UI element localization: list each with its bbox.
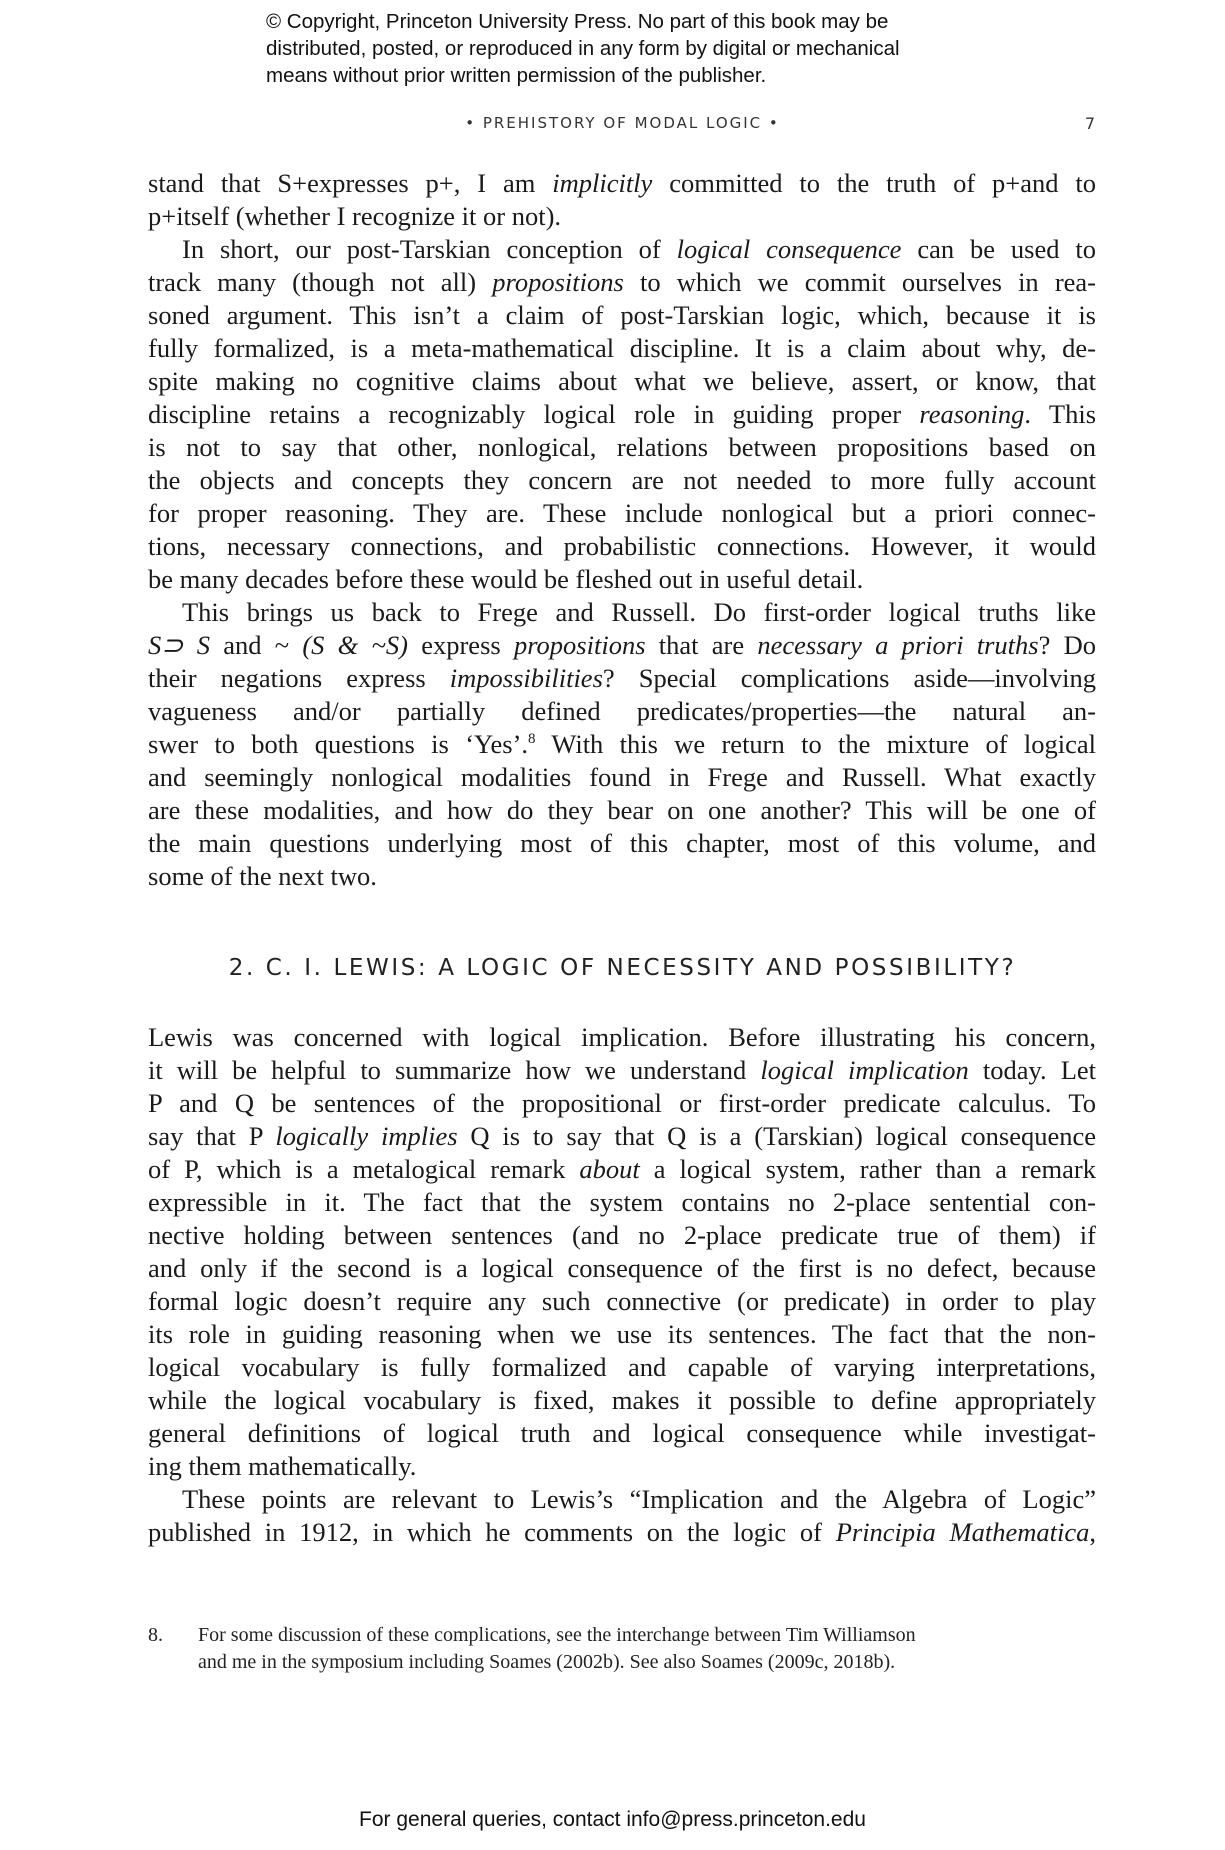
italic-text: Principia Mathematica <box>835 1517 1090 1547</box>
italic-text: (S & ~S) <box>302 630 408 660</box>
text-line <box>148 827 1096 860</box>
text-span: can be used to <box>901 234 1096 264</box>
text-span: Q is to say that Q is a (Tarskian) logical consequence <box>457 1121 1096 1151</box>
text-span: ? Special complications aside—involving <box>602 663 1096 693</box>
italic-text: implicitly <box>552 168 653 198</box>
text-line <box>148 365 1096 398</box>
text-line <box>148 596 1096 629</box>
text-line <box>148 1087 1096 1120</box>
text-line <box>148 233 1096 266</box>
text-line <box>148 464 1096 497</box>
text-line <box>148 1351 1096 1384</box>
footnote-text <box>198 1622 1096 1676</box>
text-line <box>148 1516 1096 1549</box>
text-span: discipline retains a recognizably logical role in guiding proper <box>148 399 920 429</box>
footnote-ref: 8 <box>528 731 536 747</box>
italic-text: reasoning <box>919 399 1025 429</box>
copyright-line: distributed, posted, or reproduced in any form by digital or mechanical <box>266 37 900 60</box>
text-line <box>148 1021 1096 1054</box>
section-heading: 2. C. I. LEWIS: A LOGIC OF NECESSITY AND POSSIBILITY? <box>228 955 1017 981</box>
text-span: In short, our post-Tarskian conception of <box>182 234 677 264</box>
text-line <box>148 629 1096 662</box>
text-span: and seemingly nonlogical modalities found in Frege and Russell. What exactly <box>148 762 1096 792</box>
text-span: of P, which is a metalogical remark <box>148 1154 580 1184</box>
text-span: its role in guiding reasoning when we use its sentences. The fact that the non- <box>148 1319 1096 1349</box>
text-line <box>148 530 1096 563</box>
text-span: to which we commit ourselves in rea- <box>623 267 1097 297</box>
text-span: , <box>1089 1517 1096 1547</box>
text-span: general definitions of logical truth and logical consequence while investigat- <box>148 1418 1096 1448</box>
footnote-number: 8. <box>148 1624 163 1646</box>
text-span: logical vocabulary is fully formalized and capable of varying interpretations, <box>148 1352 1096 1382</box>
text-span: while the logical vocabulary is fixed, makes it possible to define appropriately <box>148 1385 1096 1415</box>
text-line <box>148 728 1096 761</box>
text-span: today. Let <box>968 1055 1097 1085</box>
text-line <box>148 1450 1096 1483</box>
text-span: ing them mathematically. <box>148 1451 417 1481</box>
italic-text: impossibilities <box>449 663 603 693</box>
text-span: a logical system, rather than a remark <box>639 1154 1096 1184</box>
text-span: swer to both questions is ‘Yes’. <box>148 729 529 759</box>
italic-text: propositions <box>513 630 646 660</box>
text-span: . This <box>1024 399 1097 429</box>
footnote-line: For some discussion of these complications, see the interchange between Tim Williamson <box>198 1624 916 1646</box>
text-line <box>148 1186 1096 1219</box>
text-line <box>148 1285 1096 1318</box>
text-line <box>148 1120 1096 1153</box>
page-number: 7 <box>1084 114 1095 133</box>
text-span: the main questions underlying most of this chapter, most of this volume, and <box>148 828 1096 858</box>
text-line <box>148 167 1096 200</box>
text-span: soned argument. This isn’t a claim of post-Tarskian logic, which, because it is <box>148 300 1096 330</box>
text-span: stand that S+expresses p+, I am <box>148 168 553 198</box>
text-line <box>148 761 1096 794</box>
text-line <box>148 563 1096 596</box>
text-line <box>148 431 1096 464</box>
copyright-notice <box>266 8 1026 89</box>
text-line <box>148 1483 1096 1516</box>
italic-text: propositions <box>492 267 624 297</box>
text-line <box>148 200 1096 233</box>
text-span: nective holding between sentences (and no 2-place predicate true of them) if <box>148 1220 1096 1250</box>
text-span: express <box>407 630 514 660</box>
text-span: P and Q be sentences of the propositional or first-order predicate calculus. To <box>148 1088 1096 1118</box>
text-span: are these modalities, and how do they bear on one another? This will be one of <box>148 795 1096 825</box>
text-span: their negations express <box>148 663 450 693</box>
text-span: expressible in it. The fact that the system contains no 2-place sentential con- <box>148 1187 1096 1217</box>
text-line <box>148 662 1096 695</box>
text-span: With this we return to the mixture of logical <box>535 729 1096 759</box>
text-span: vagueness and/or partially defined predicates/properties—the natural an- <box>148 696 1096 726</box>
text-span: committed to the truth of p+and to <box>652 168 1096 198</box>
text-span: is not to say that other, nonlogical, relations between propositions based on <box>148 432 1096 462</box>
copyright-line: means without prior written permission of the publisher. <box>266 64 767 87</box>
text-span: and only if the second is a logical consequence of the first is no defect, because <box>148 1253 1096 1283</box>
text-line <box>148 1417 1096 1450</box>
text-line <box>148 1318 1096 1351</box>
text-span: track many (though not all) <box>148 267 493 297</box>
text-line <box>148 497 1096 530</box>
text-span: This brings us back to Frege and Russell. Do first-order logical truths like <box>182 597 1096 627</box>
running-head-title: • PREHISTORY OF MODAL LOGIC • <box>465 114 780 132</box>
italic-text: logical consequence <box>676 234 902 264</box>
footnote <box>148 1622 1096 1676</box>
copyright-line: © Copyright, Princeton University Press. No part of this book may be <box>266 10 889 33</box>
body-section-1 <box>148 167 1096 893</box>
text-line <box>148 1153 1096 1186</box>
text-line <box>148 1384 1096 1417</box>
text-span: These points are relevant to Lewis’s “Implication and the Algebra of Logic” <box>182 1484 1096 1514</box>
text-span: formal logic doesn’t require any such connective (or predicate) in order to play <box>148 1286 1096 1316</box>
text-span: the objects and concepts they concern are not needed to more fully account <box>148 465 1096 495</box>
text-span: p+itself (whether I recognize it or not). <box>148 201 562 231</box>
footer-contact: For general queries, contact info@press.princeton.edu <box>359 1808 866 1831</box>
text-span: ? Do <box>1038 630 1096 660</box>
text-line <box>148 1054 1096 1087</box>
text-span: Lewis was concerned with logical implication. Before illustrating his concern, <box>148 1022 1096 1052</box>
text-span: for proper reasoning. They are. These include nonlogical but a priori connec- <box>148 498 1096 528</box>
italic-text: about <box>579 1154 640 1184</box>
text-line <box>148 332 1096 365</box>
italic-text: necessary a priori truths <box>757 630 1039 660</box>
text-line <box>148 398 1096 431</box>
text-line <box>148 1219 1096 1252</box>
text-line <box>148 1252 1096 1285</box>
text-span: it will be helpful to summarize how we understand <box>148 1055 761 1085</box>
running-head <box>150 110 1095 136</box>
text-span: that are <box>645 630 758 660</box>
text-span: say that P <box>148 1121 276 1151</box>
italic-text: logically implies <box>275 1121 458 1151</box>
italic-text: logical implication <box>760 1055 969 1085</box>
text-line <box>148 794 1096 827</box>
body-section-2 <box>148 1021 1096 1549</box>
text-line <box>148 266 1096 299</box>
footnote-line: and me in the symposium including Soames (2002b). See also Soames (2009c, 2018b). <box>198 1651 896 1673</box>
text-span: and ~ <box>209 630 303 660</box>
italic-text: S⊃ S <box>148 630 210 660</box>
text-line <box>148 299 1096 332</box>
text-line <box>148 860 1096 893</box>
text-span: tions, necessary connections, and probabilistic connections. However, it would <box>148 531 1096 561</box>
text-span: some of the next two. <box>148 861 377 891</box>
text-span: spite making no cognitive claims about what we believe, assert, or know, that <box>148 366 1096 396</box>
text-span: published in 1912, in which he comments on the logic of <box>148 1517 836 1547</box>
text-span: fully formalized, is a meta-mathematical discipline. It is a claim about why, de- <box>148 333 1096 363</box>
text-line <box>148 695 1096 728</box>
text-span: be many decades before these would be fleshed out in useful detail. <box>148 564 864 594</box>
